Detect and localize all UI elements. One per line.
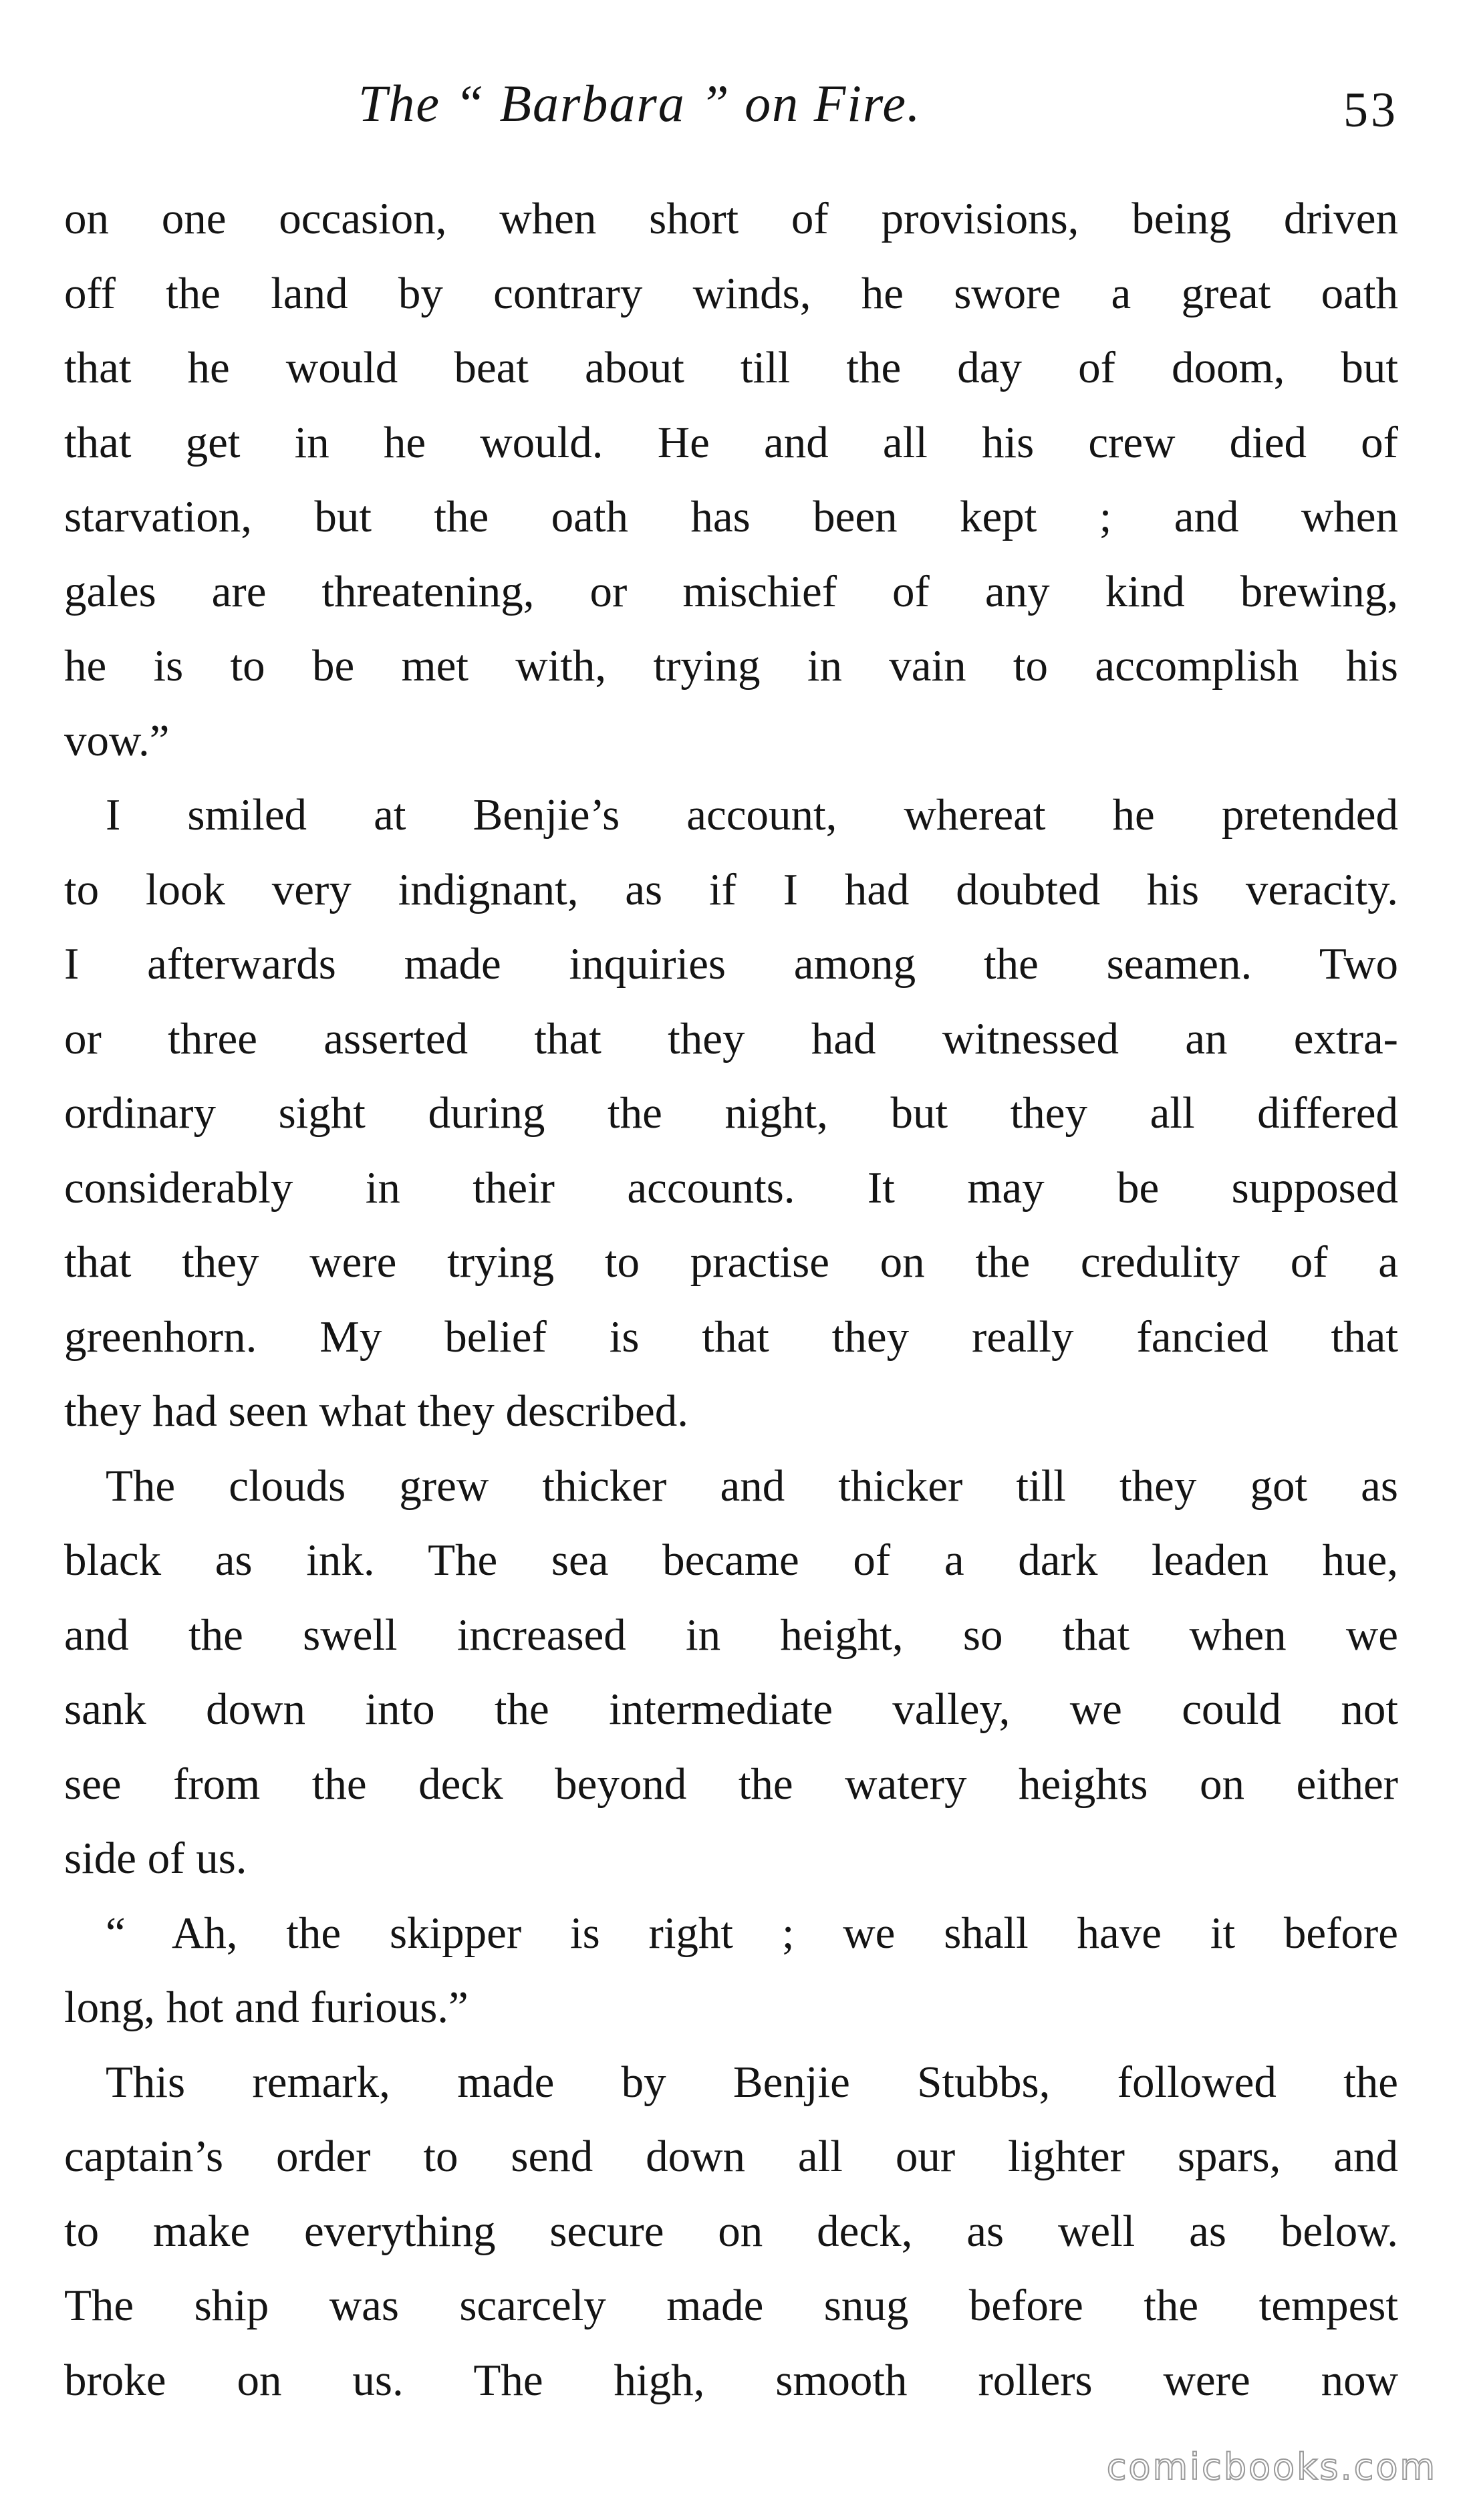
page-number: 53 xyxy=(1343,83,1398,138)
text-line: considerably in their accounts. It may be supposed xyxy=(64,1162,1398,1213)
text-line: that get in he would. He and all his crew died of xyxy=(64,417,1398,467)
paragraph xyxy=(64,778,1398,1449)
text-line: This remark, made by Benjie Stubbs, followed the xyxy=(106,2057,1398,2107)
text-line: vow.” xyxy=(64,715,170,765)
text-line: I afterwards made inquiries among the seamen. Two xyxy=(64,939,1398,989)
text-line: ordinary sight during the night, but they all differed xyxy=(64,1088,1398,1138)
paragraph xyxy=(64,1449,1398,1896)
text-line: or three asserted that they had witnessed an extra- xyxy=(64,1013,1398,1063)
text-line: side of us. xyxy=(64,1834,247,1883)
paragraph xyxy=(64,2045,1398,2418)
text-line: starvation, but the oath has been kept ; and when xyxy=(64,492,1398,541)
text-line: “ Ah, the skipper is right ; we shall have it before xyxy=(106,1908,1398,1958)
text-line: gales are threatening, or mischief of any kind brewing, xyxy=(64,566,1398,616)
text-line: they had seen what they described. xyxy=(64,1386,688,1436)
paragraph xyxy=(64,182,1398,778)
text-line: to make everything secure on deck, as well as below. xyxy=(64,2206,1398,2256)
text-line: long, hot and furious.” xyxy=(64,1983,469,2032)
text-body xyxy=(64,182,1398,2418)
text-line: greenhorn. My belief is that they really fancied that xyxy=(64,1311,1398,1362)
text-line: I smiled at Benjie’s account, whereat he pretended xyxy=(106,790,1398,840)
text-line: The ship was scarcely made snug before the tempest xyxy=(64,2281,1398,2330)
text-line: see from the deck beyond the watery heights on either xyxy=(64,1759,1398,1809)
text-line: The clouds grew thicker and thicker till they got as xyxy=(106,1461,1398,1511)
text-line: off the land by contrary winds, he swore a great oath xyxy=(64,268,1398,318)
running-title: The “ Barbara ” on Fire. xyxy=(358,74,922,132)
text-line: that he would beat about till the day of doom, but xyxy=(64,343,1398,392)
text-line: that they were trying to practise on the credulity of a xyxy=(64,1237,1398,1287)
text-line: captain’s order to send down all our lighter spars, and xyxy=(64,2132,1398,2181)
text-line: to look very indignant, as if I had doubted his veracity. xyxy=(64,864,1398,914)
running-head xyxy=(64,67,1398,140)
text-line: on one occasion, when short of provisions, being driven xyxy=(64,194,1398,243)
text-line: he is to be met with, trying in vain to accomplish his xyxy=(64,641,1398,690)
text-line: broke on us. The high, smooth rollers were now xyxy=(64,2355,1398,2405)
watermark: comicbooks.com xyxy=(1106,2446,1437,2488)
text-line: black as ink. The sea became of a dark leaden hue, xyxy=(64,1535,1398,1585)
text-line: and the swell increased in height, so that when we xyxy=(64,1610,1398,1660)
text-line: sank down into the intermediate valley, we could not xyxy=(64,1684,1398,1734)
paragraph xyxy=(64,1896,1398,2045)
